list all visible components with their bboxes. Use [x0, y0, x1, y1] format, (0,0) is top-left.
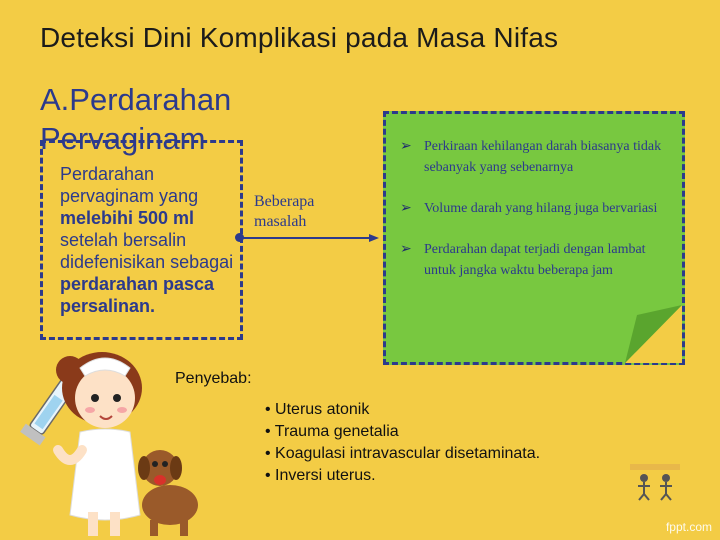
problem-text: Perkiraan kehilangan darah biasanya tidak sebanyak yang sebenarnya	[424, 139, 662, 175]
causes-list	[265, 399, 540, 487]
definition-part-4: perdarahan pasca persalinan.	[60, 274, 215, 316]
definition-text	[60, 163, 240, 317]
connector-label: Beberapa masalah	[254, 193, 315, 230]
cause-item: • Inversi uterus.	[265, 467, 376, 484]
problems-list	[400, 136, 670, 301]
page-curl-icon	[625, 305, 682, 363]
footer-logo[interactable]: fppt.com	[665, 520, 712, 534]
definition-part-1: Perdarahan pervaginam yang	[60, 164, 199, 206]
cause-item: • Uterus atonik	[265, 401, 370, 418]
arrow-bullet-icon: ➢	[400, 201, 412, 216]
problem-text: Volume darah yang hilang juga bervariasi	[424, 201, 658, 216]
problem-text: Perdarahan dapat terjadi dengan lambat untuk jangka waktu beberapa jam	[424, 242, 646, 278]
cause-item: • Koagulasi intravascular disetaminata.	[265, 445, 541, 462]
definition-part-3: setelah bersalin didefenisikan sebagai	[60, 230, 234, 272]
nurse-illustration-icon	[10, 340, 210, 540]
problem-item	[400, 198, 670, 219]
section-heading: A.Perdarahan Pervaginam	[40, 82, 232, 156]
problem-item	[400, 136, 670, 178]
problem-item	[400, 239, 670, 281]
causes-label: Penyebab:	[175, 370, 252, 387]
arrow-bullet-icon: ➢	[400, 139, 412, 154]
connector-arrow-icon	[241, 234, 379, 242]
cause-item: • Trauma genetalia	[265, 423, 399, 440]
small-figures-icon	[630, 462, 680, 502]
arrow-bullet-icon: ➢	[400, 242, 412, 257]
slide-title: Deteksi Dini Komplikasi pada Masa Nifas	[40, 22, 559, 53]
definition-part-2: melebihi 500 ml	[60, 208, 195, 228]
